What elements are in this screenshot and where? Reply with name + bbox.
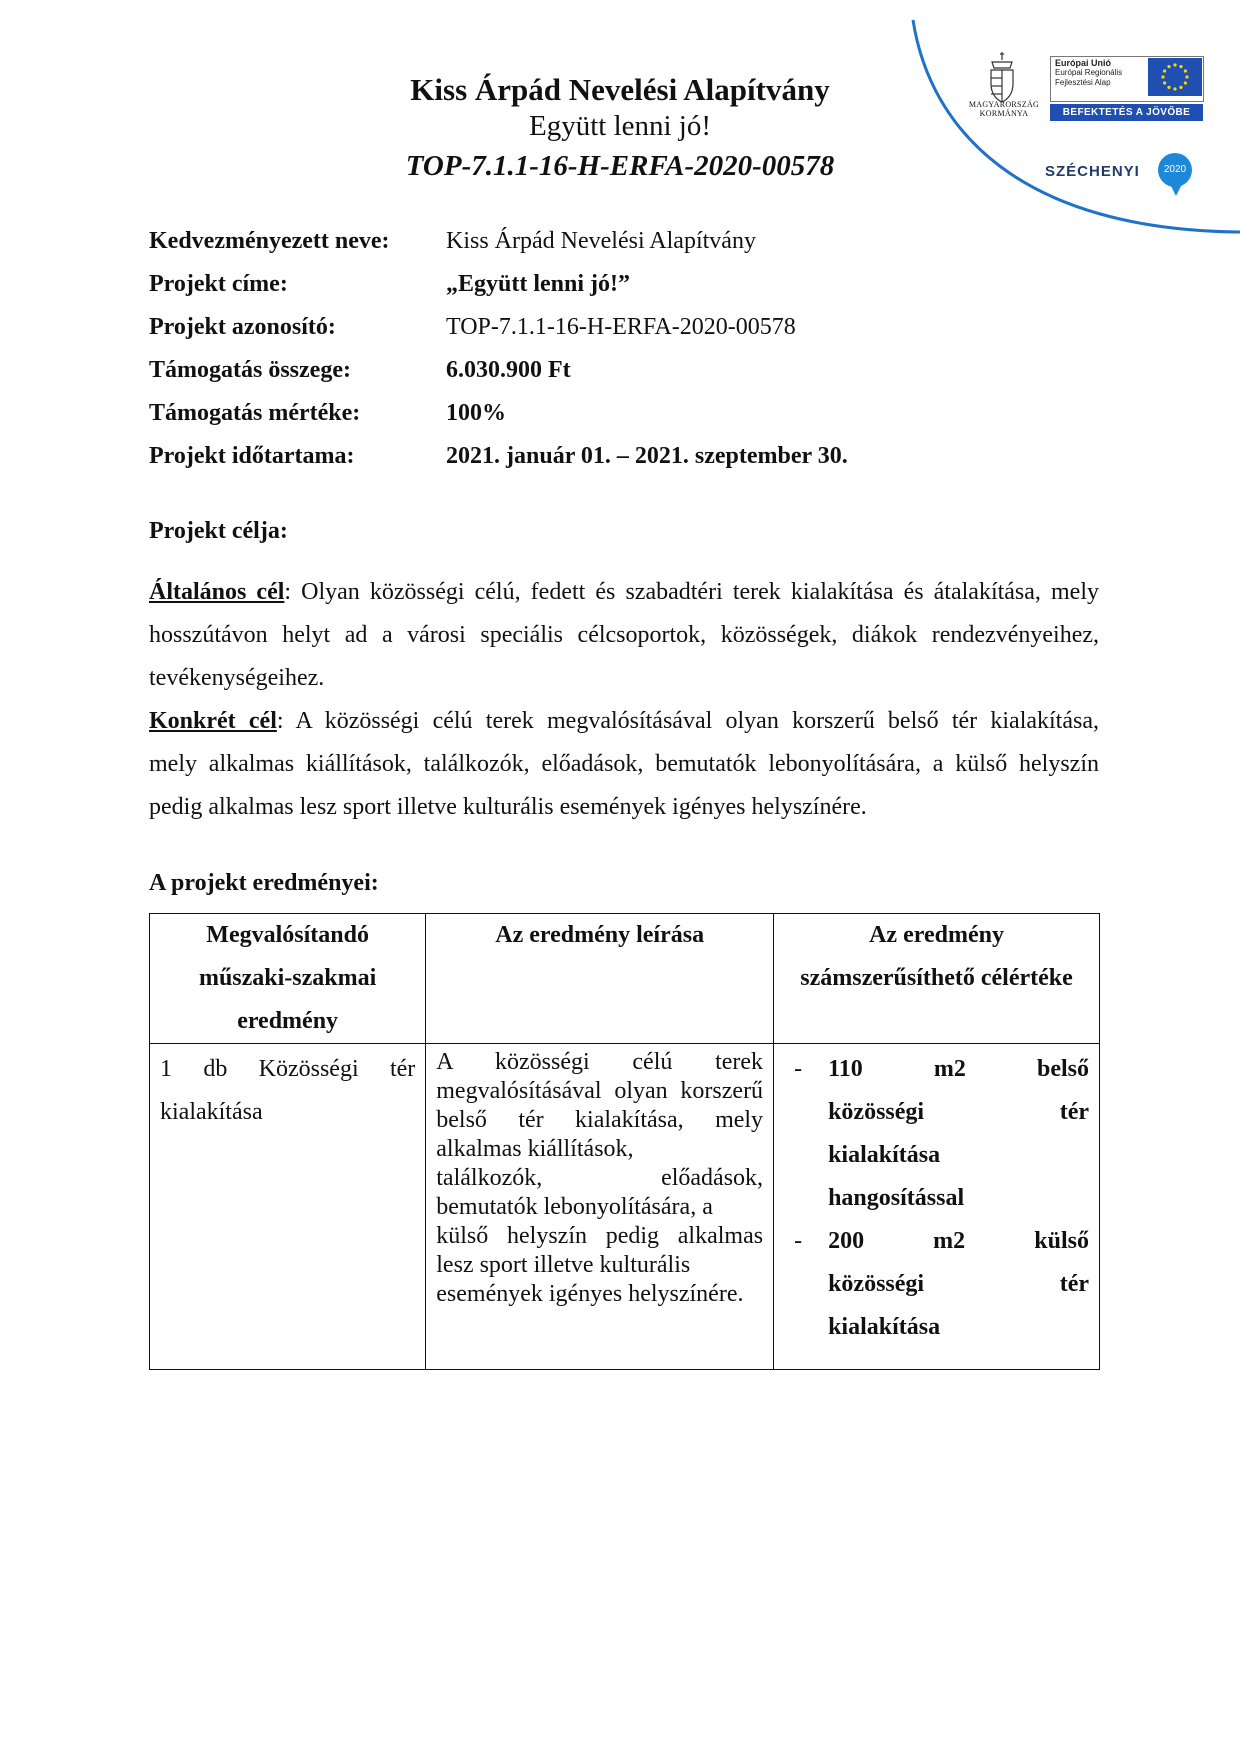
info-value: „Együtt lenni jó!” — [446, 271, 631, 297]
specific-goal-text-3: pedig alkalmas lesz sport illetve kulturális események igényes helyszínére. — [149, 794, 867, 820]
project-slogan: Együtt lenni jó! — [528, 110, 712, 142]
szechenyi-logo-text: SZÉCHENYI — [1045, 163, 1140, 180]
header-line: eredmény — [237, 1008, 339, 1034]
header-line: számszerűsíthető célértéke — [800, 965, 1073, 991]
description-line: lesz sport illetve kulturális — [436, 1252, 691, 1278]
szechenyi-2020-badge: 2020 — [1158, 153, 1192, 187]
info-label: Projekt időtartama: — [149, 443, 355, 469]
target-line: közösségi tér — [828, 1271, 1089, 1297]
results-table — [149, 913, 1100, 1370]
general-goal-label: Általános cél — [149, 579, 285, 605]
target-item — [784, 1048, 1089, 1220]
bullet-dash: - — [794, 1228, 803, 1254]
info-value: 2021. január 01. – 2021. szeptember 30. — [446, 443, 848, 469]
organization-title: Kiss Árpád Nevelési Alapítvány — [410, 72, 830, 107]
description-line: külső helyszín pedig alkalmas — [436, 1223, 764, 1249]
result-line: 1 db Közösségi tér — [160, 1056, 416, 1082]
description-line: események igényes helyszínére. — [436, 1281, 744, 1307]
target-item — [784, 1220, 1089, 1349]
eu-line3: Fejlesztési Alap — [1055, 78, 1111, 87]
general-goal-text-2: hosszútávon helyt ad a városi speciális célcsoportok, közösségek, diákok rendezvényeihez, — [149, 622, 1099, 648]
target-line: 110 m2 belső — [828, 1056, 1089, 1082]
target-line: kialakítása — [828, 1314, 941, 1340]
header-line: műszaki-szakmai — [198, 965, 377, 991]
column-header-result — [150, 914, 426, 1044]
project-code-title: TOP-7.1.1-16-H-ERFA-2020-00578 — [405, 150, 835, 182]
column-header-description — [426, 914, 774, 1044]
specific-goal-text-2: mely alkalmas kiállítások, találkozók, előadások, bemutatók lebonyolítására, a külső helyszín — [149, 751, 1099, 777]
general-goal-paragraph — [149, 571, 1099, 700]
szechenyi-pin-icon — [1170, 184, 1182, 196]
info-label: Támogatás mértéke: — [149, 400, 361, 426]
description-line: A közösségi célú terek — [436, 1049, 764, 1075]
info-value: 6.030.900 Ft — [446, 357, 571, 383]
description-line: alkalmas kiállítások, — [436, 1136, 634, 1162]
results-section-title: A projekt eredményei: — [149, 870, 379, 896]
general-goal-text-3: tevékenységeihez. — [149, 665, 325, 691]
info-label: Kedvezményezett neve: — [149, 228, 390, 254]
specific-goal-label: Konkrét cél — [149, 708, 277, 734]
result-cell — [150, 1044, 426, 1370]
description-line: belső tér kialakítása, mely — [436, 1107, 764, 1133]
general-goal-text-1: : Olyan közösségi célú, fedett és szabadtéri terek kialakítása és átalakítása, mely — [284, 579, 1099, 605]
description-line: bemutatók lebonyolítására, a — [436, 1194, 713, 1220]
result-line: kialakítása — [160, 1099, 263, 1125]
info-label: Támogatás összege: — [149, 357, 351, 383]
table-row — [150, 1044, 1100, 1370]
info-label: Projekt címe: — [149, 271, 288, 297]
info-label: Projekt azonosító: — [149, 314, 336, 340]
target-line: 200 m2 külső — [828, 1228, 1089, 1254]
description-cell — [426, 1044, 774, 1370]
specific-goal-paragraph — [149, 700, 1099, 829]
table-header-row — [150, 914, 1100, 1044]
header-line: Az eredmény — [869, 922, 1004, 948]
specific-goal-text-1: : A közösségi célú terek megvalósításával olyan korszerű belső tér kialakítása, — [276, 708, 1099, 734]
eu-logo-text — [1055, 58, 1145, 88]
column-header-target — [774, 914, 1100, 1044]
bullet-dash: - — [794, 1056, 803, 1082]
target-cell — [774, 1044, 1100, 1370]
eu-flag-icon — [1148, 58, 1202, 96]
goal-section-title: Projekt célja: — [149, 518, 288, 544]
eu-banner: BEFEKTETÉS A JÖVŐBE — [1050, 104, 1203, 121]
info-value: TOP-7.1.1-16-H-ERFA-2020-00578 — [446, 314, 796, 340]
description-line: megvalósításával olyan korszerű — [436, 1078, 764, 1104]
gov-logo-text: MAGYARORSZÁG KORMÁNYA — [968, 100, 1040, 118]
info-value: 100% — [446, 400, 506, 426]
target-line: kialakítása — [828, 1142, 941, 1168]
eu-line2: Európai Regionális — [1055, 68, 1123, 77]
target-line: közösségi tér — [828, 1099, 1089, 1125]
description-line: találkozók, előadások, — [436, 1165, 764, 1191]
info-value: Kiss Árpád Nevelési Alapítvány — [446, 228, 756, 254]
eu-line1: Európai Unió — [1055, 58, 1111, 68]
target-line: hangosítással — [828, 1185, 965, 1211]
header-line: Megvalósítandó — [206, 922, 369, 948]
header-line: Az eredmény leírása — [495, 922, 705, 948]
